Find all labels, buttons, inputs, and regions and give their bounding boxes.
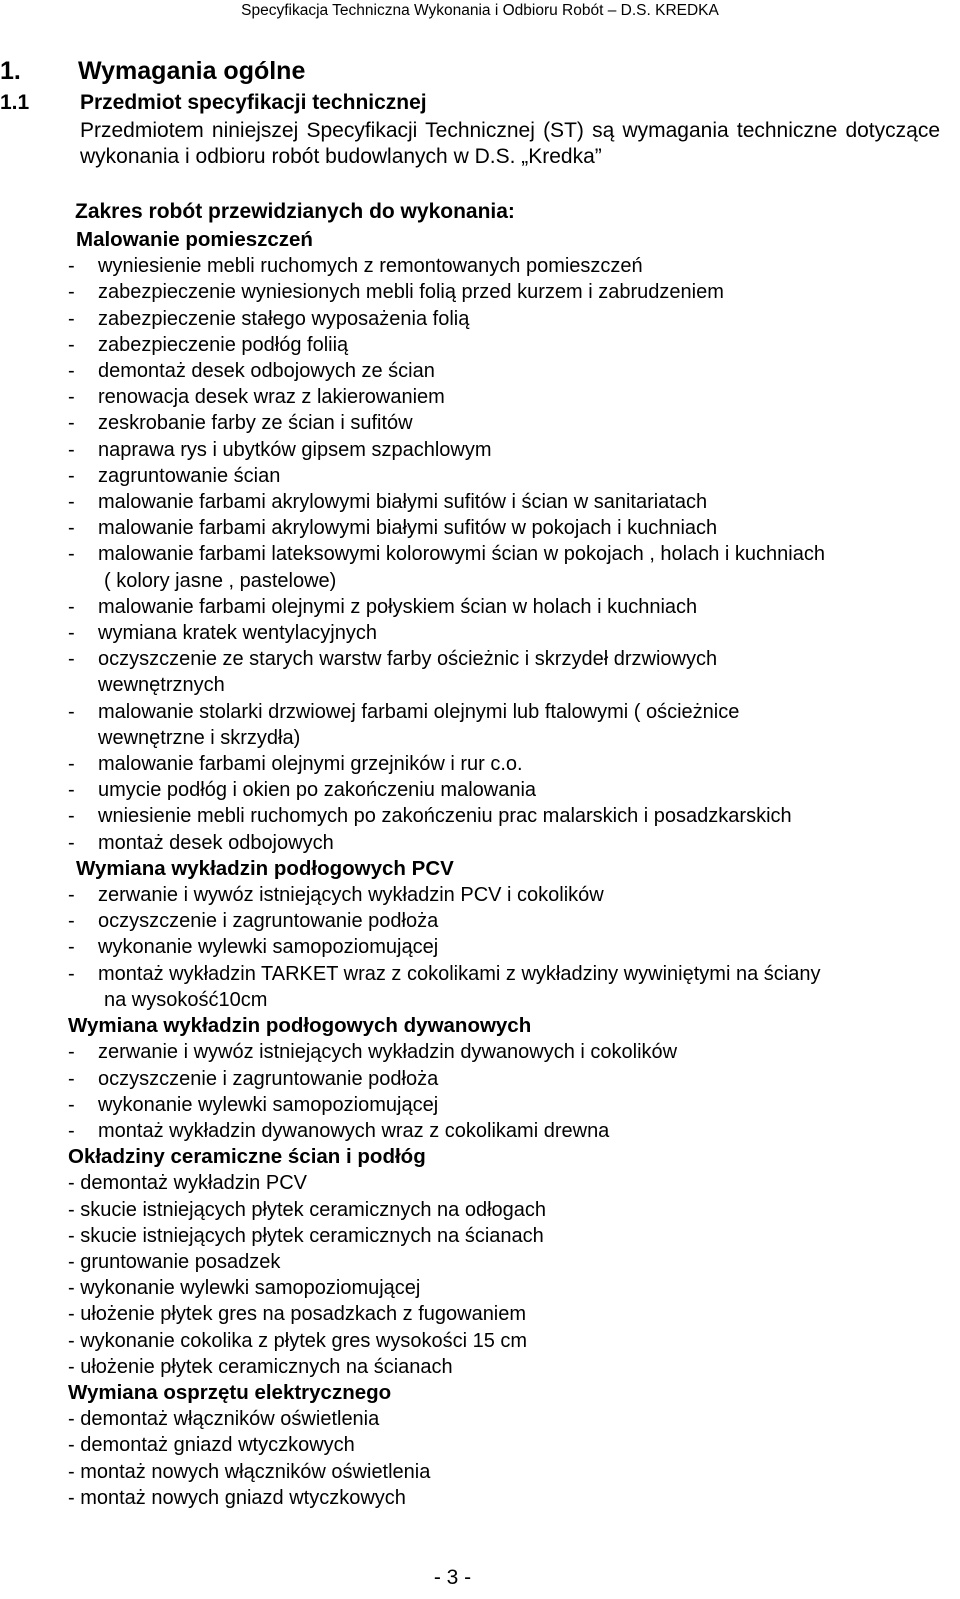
list-item: - montaż nowych włączników oświetlenia	[68, 1460, 431, 1483]
list-item: - montaż nowych gniazd wtyczkowych	[68, 1486, 406, 1509]
section-title: Wymiana osprzętu elektrycznego	[68, 1380, 392, 1404]
intro-paragraph	[80, 118, 940, 170]
list-item: - malowanie farbami olejnymi z połyskiem ścian w holach i kuchniach	[68, 595, 698, 618]
list-item: - malowanie farbami lateksowymi kolorowymi ścian w pokojach , holach i kuchniach	[68, 543, 825, 566]
section-title: Wymiana wykładzin podłogowych PCV	[76, 856, 454, 880]
list-item: - oczyszczenie i zagruntowanie podłoża	[68, 910, 439, 933]
list-item: - montaż wykładzin dywanowych wraz z cokolikami drewna	[68, 1119, 610, 1142]
scope-content	[68, 227, 942, 1511]
list-item: - demontaż włączników oświetlenia	[68, 1408, 380, 1431]
heading-2-number: 1.1	[0, 91, 30, 114]
list-item: - zabezpieczenie wyniesionych mebli folią przed kurzem i zabrudzeniem	[68, 281, 724, 304]
list-item: - ułożenie płytek ceramicznych na ścianach	[68, 1355, 453, 1378]
list-item: - skucie istniejących płytek ceramicznych na ścianach	[68, 1224, 544, 1247]
section-title: Malowanie pomieszczeń	[76, 228, 313, 251]
list-item-continuation: wewnętrzne i skrzydła)	[98, 726, 301, 749]
list-item: - malowanie stolarki drzwiowej farbami olejnymi lub ftalowymi ( ościeżnice	[68, 700, 740, 723]
heading-2	[0, 91, 427, 115]
heading-1	[0, 57, 305, 86]
list-item-continuation: wewnętrznych	[98, 674, 225, 697]
list-item: - zabezpieczenie podłóg foliią	[68, 333, 349, 356]
list-item: - malowanie farbami akrylowymi białymi sufitów i ścian w sanitariatach	[68, 491, 708, 514]
list-item: - montaż wykładzin TARKET wraz z cokolikami z wykładziny wywiniętymi na ściany	[68, 962, 821, 985]
list-item: - wykonanie wylewki samopoziomującej	[68, 1277, 421, 1300]
list-item: - wyniesienie mebli ruchomych z remontowanych pomieszczeń	[68, 255, 643, 278]
list-item: - malowanie farbami olejnymi grzejników i rur c.o.	[68, 753, 523, 776]
list-item: - wymiana kratek wentylacyjnych	[68, 622, 377, 645]
list-item: - wykonanie wylewki samopoziomującej	[68, 1093, 439, 1116]
list-item: - wykonanie cokolika z płytek gres wysokości 15 cm	[68, 1329, 528, 1352]
list-item: - gruntowanie posadzek	[68, 1250, 281, 1273]
heading-1-title: Wymagania ogólne	[78, 57, 306, 85]
list-item: - umycie podłóg i okien po zakończeniu malowania	[68, 779, 537, 802]
list-item: - renowacja desek wraz z lakierowaniem	[68, 386, 445, 409]
section-title: Wymiana wykładzin podłogowych dywanowych	[68, 1014, 532, 1038]
list-item: - wniesienie mebli ruchomych po zakończeniu prac malarskich i posadzkarskich	[68, 805, 792, 828]
list-item: - montaż desek odbojowych	[68, 831, 334, 854]
list-item: - demontaż gniazd wtyczkowych	[68, 1434, 355, 1457]
running-header: Specyfikacja Techniczna Wykonania i Odbioru Robót – D.S. KREDKA	[241, 2, 719, 19]
list-item: - demontaż wykładzin PCV	[68, 1172, 307, 1195]
list-item: - malowanie farbami akrylowymi białymi sufitów w pokojach i kuchniach	[68, 517, 718, 540]
list-item: - oczyszczenie i zagruntowanie podłoża	[68, 1067, 439, 1090]
list-item: - skucie istniejących płytek ceramicznych na odłogach	[68, 1198, 546, 1221]
list-item: - oczyszczenie ze starych warstw farby ościeżnic i skrzydeł drzwiowych	[68, 648, 718, 671]
list-item: - zerwanie i wywóz istniejących wykładzin dywanowych i cokolików	[68, 1041, 678, 1064]
list-item-continuation: ( kolory jasne , pastelowe)	[104, 569, 337, 592]
scope-title: Zakres robót przewidzianych do wykonania:	[75, 200, 515, 223]
list-item: - zabezpieczenie stałego wyposażenia folią	[68, 307, 470, 330]
list-item: - wykonanie wylewki samopoziomującej	[68, 936, 439, 959]
page-number: - 3 -	[433, 1566, 472, 1589]
section-title: Okładziny ceramiczne ścian i podłóg	[68, 1145, 426, 1169]
list-item-continuation: na wysokość10cm	[104, 988, 268, 1011]
heading-2-title: Przedmiot specyfikacji technicznej	[80, 91, 427, 114]
list-item: - demontaż desek odbojowych ze ścian	[68, 360, 435, 383]
list-item: - zeskrobanie farby ze ścian i sufitów	[68, 412, 413, 435]
intro-text: Przedmiotem niniejszej Specyfikacji Technicznej (ST) są wymagania techniczne dotyczące wykonania i odbioru robót budowlanych w D.S. „Kredka”	[80, 119, 940, 168]
heading-1-number: 1.	[0, 57, 21, 85]
list-item: - zerwanie i wywóz istniejących wykładzin PCV i cokolików	[68, 884, 604, 907]
list-item: - ułożenie płytek gres na posadzkach z fugowaniem	[68, 1303, 527, 1326]
list-item: - zagruntowanie ścian	[68, 464, 281, 487]
list-item: - naprawa rys i ubytków gipsem szpachlowym	[68, 438, 492, 461]
